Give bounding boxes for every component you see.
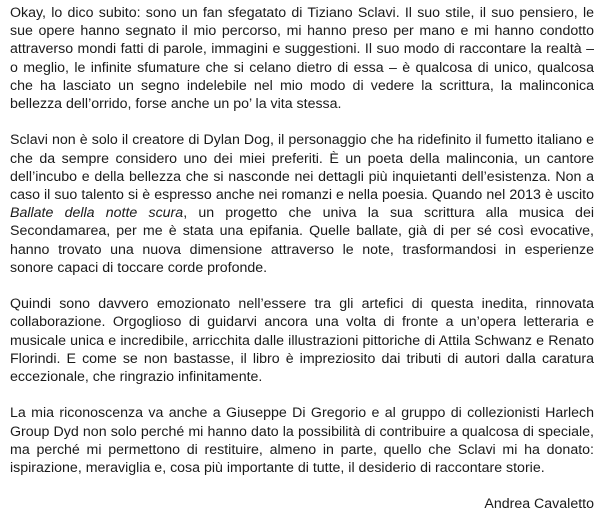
paragraph-gratitude [10, 404, 594, 477]
paragraph-collaboration [10, 295, 594, 386]
paragraph-text: , un progetto che univa la sua scrittura alla musica dei Secondamarea, per me è stata una epifania. Quelle ballate, già di per sé così evocative, hanno trovato una nuova dimensione attraverso le note, trasformandosi in esperienze sonore capaci di toccare corde profonde. [10, 205, 594, 276]
paragraph-text: Sclavi non è solo il creatore di Dylan Dog, il personaggio che ha ridefinito il fumetto italiano e che da sempre considero uno dei miei preferiti. È un poeta della malinconia, un cantore dell’incubo e della bellezza che si nasconde nei dettagli più inquietanti dell’esistenza. Non a caso il suo talento si è espresso anche nei romanzi e nella poesia. Quando nel 2013 è uscito [10, 132, 594, 204]
document-page [10, 4, 594, 532]
paragraph-text: Quindi sono davvero emozionato nell’essere tra gli artefici di questa inedita, rinnovata collaborazione. Orgoglioso di guidarvi ancora una volta di fronte a un’opera letteraria e musicale unica e incredibile, arricchita dalle illustrazioni pittoriche di Attila Schwanz e Renato Florindi. E come se non bastasse, il libro è impreziosito dai tributi di autori dalla caratura eccezionale, che ringrazio infinitamente. [10, 296, 594, 386]
author-signature: Andrea Cavaletto [484, 496, 594, 513]
paragraph-sclavi [10, 131, 594, 277]
book-title-italic: Ballate della notte scura [10, 205, 184, 222]
paragraph-text: Okay, lo dico subito: sono un fan sfegatato di Tiziano Sclavi. Il suo stile, il suo pensiero, le sue opere hanno segnato il mio percorso, mi hanno preso per mano e mi hanno condotto attraverso mondi fatti di parole, immagini e suggestioni. Il suo modo di raccontare la realtà – o meglio, le infinite sfumature che si celano dietro di essa – è qualcosa di unico, qualcosa che ha lasciato un segno indelebile nel mio modo di vedere la scrittura, la malinconica bellezza dell’orrido, forse anche un po’ la vita stessa. [10, 5, 594, 113]
paragraph-intro [10, 4, 594, 113]
paragraph-text: La mia riconoscenza va anche a Giuseppe Di Gregorio e al gruppo di collezionisti Harlech Group Dyd non solo perché mi hanno dato la possibilità di contribuire a qualcosa di speciale, ma perché mi permettono di restituire, almeno in parte, quello che Sclavi mi ha donato: ispirazione, meraviglia e, cosa più importante di tutte, il desiderio di raccontare storie. [10, 405, 594, 477]
